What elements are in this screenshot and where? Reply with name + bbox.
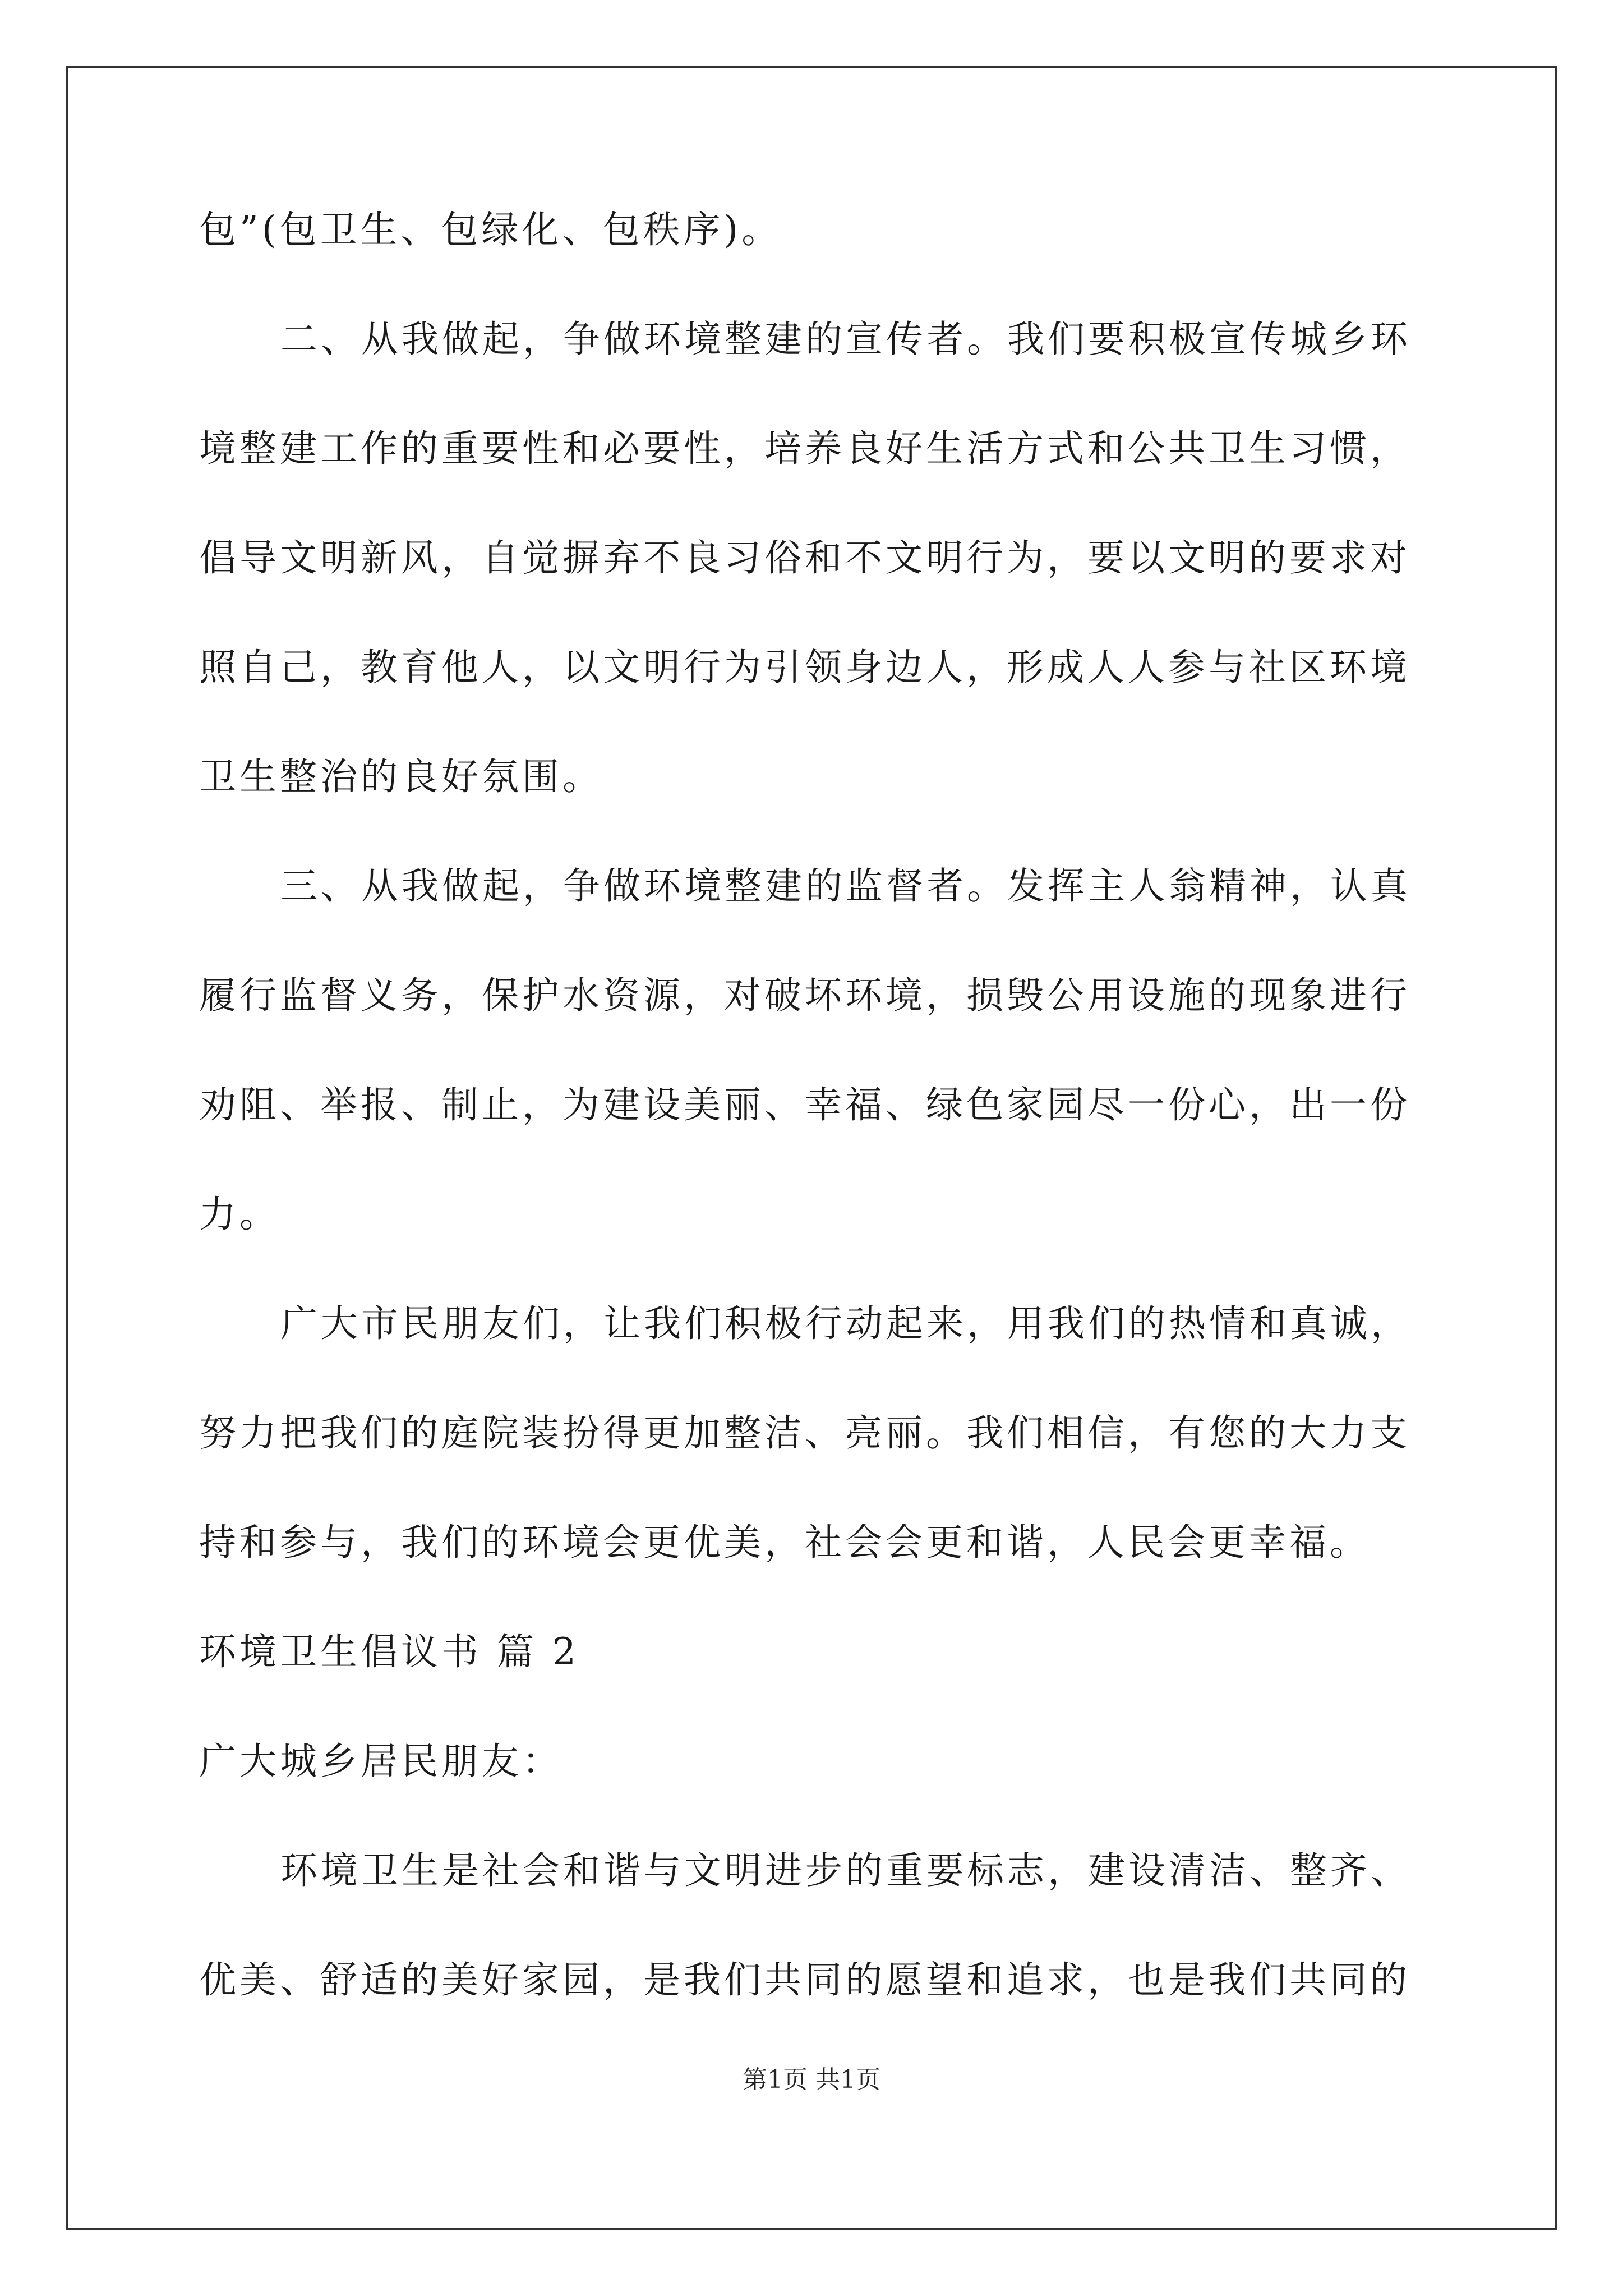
text-line: 照自己，教育他人，以文明行为引领身边人，形成人人参与社区环境 bbox=[199, 646, 1410, 689]
text-line: 广大市民朋友们，让我们积极行动起来，用我们的热情和真诚， bbox=[280, 1302, 1411, 1345]
text-line: 努力把我们的庭院装扮得更加整洁、亮丽。我们相信，有您的大力支 bbox=[199, 1411, 1410, 1455]
text-line: 二、从我做起，争做环境整建的宣传者。我们要积极宣传城乡环 bbox=[280, 318, 1411, 361]
text-line: 卫生整治的良好氛围。 bbox=[199, 755, 603, 798]
text-line: 倡导文明新风，自觉摒弃不良习俗和不文明行为，要以文明的要求对 bbox=[199, 536, 1410, 579]
page-footer: 第1页 共1页 bbox=[743, 2065, 880, 2094]
text-line: 三、从我做起，争做环境整建的监督者。发挥主人翁精神，认真 bbox=[280, 864, 1411, 908]
text-line: 劝阻、举报、制止，为建设美丽、幸福、绿色家园尽一份心，出一份 bbox=[199, 1083, 1410, 1126]
text-line: 持和参与，我们的环境会更优美，社会会更和谐，人民会更幸福。 bbox=[199, 1521, 1370, 1564]
text-line: 环境卫生是社会和谐与文明进步的重要标志，建设清洁、整齐、 bbox=[280, 1849, 1411, 1892]
text-line: 优美、舒适的美好家园，是我们共同的愿望和追求，也是我们共同的 bbox=[199, 1958, 1410, 2001]
salutation: 广大城乡居民朋友： bbox=[199, 1740, 562, 1783]
text-line: 履行监督义务，保护水资源，对破坏环境，损毁公用设施的现象进行 bbox=[199, 974, 1410, 1017]
page-border bbox=[66, 66, 1557, 2230]
section-heading: 环境卫生倡议书 篇 2 bbox=[199, 1630, 579, 1673]
text-line: 境整建工作的重要性和必要性，培养良好生活方式和公共卫生习惯， bbox=[199, 427, 1410, 470]
text-line: 力。 bbox=[199, 1193, 280, 1236]
text-line: 包”(包卫生、包绿化、包秩序)。 bbox=[199, 208, 782, 251]
